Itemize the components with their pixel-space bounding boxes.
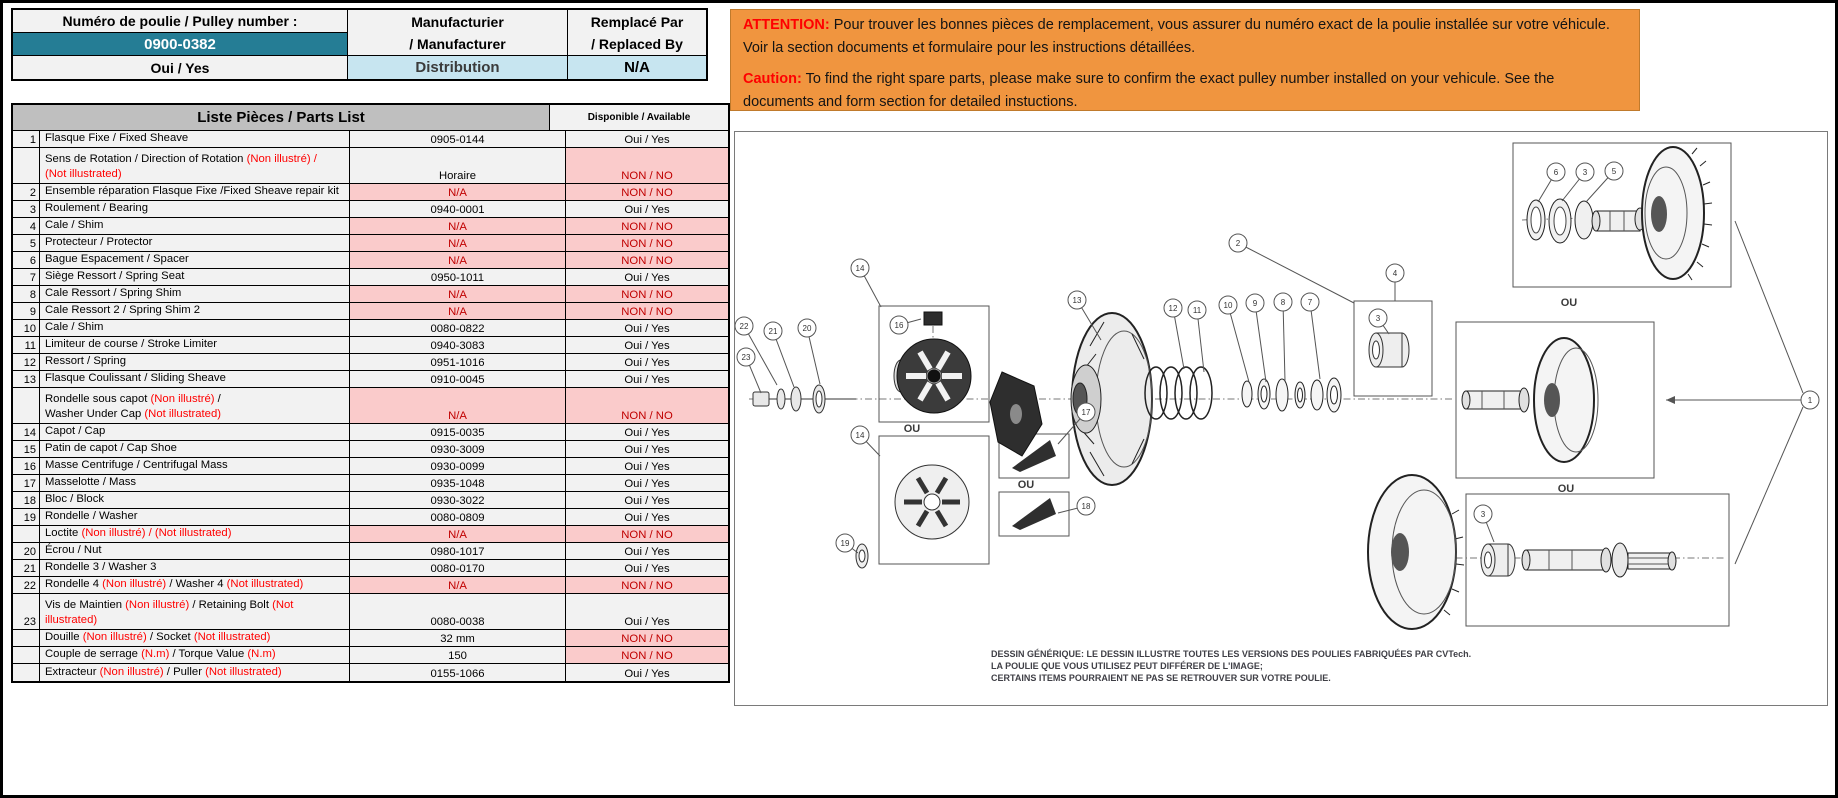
part-number: 0951-1016	[350, 354, 566, 370]
table-row	[13, 131, 728, 148]
svg-text:8: 8	[1280, 298, 1286, 307]
part-description: Vis de Maintien (Non illustré) / Retaining Bolt (Not illustrated)	[40, 594, 350, 629]
row-number	[13, 630, 40, 646]
svg-text:20: 20	[802, 324, 812, 333]
part-description: Bloc / Block	[40, 492, 350, 508]
part-description: Masselotte / Mass	[40, 475, 350, 491]
row-number: 17	[13, 475, 40, 491]
part-description: Couple de serrage (N.m) / Torque Value (N.m)	[40, 647, 350, 663]
shim-washer-row	[1242, 378, 1341, 412]
part-number: 0930-3009	[350, 441, 566, 457]
pulley-diagram-panel	[734, 131, 1828, 706]
caution-text: To find the right spare parts, please make sure to confirm the exact pulley number installed on your vehicule. See the documents and form section for detailed instuctions.	[743, 71, 1555, 110]
part-number: 0980-1017	[350, 543, 566, 559]
part-description: Ressort / Spring	[40, 354, 350, 370]
availability: NON / NO	[566, 577, 728, 593]
part-description: Flasque Coulissant / Sliding Sheave	[40, 371, 350, 387]
table-row	[13, 201, 728, 218]
table-row	[13, 664, 728, 681]
table-row	[13, 647, 728, 664]
attention-label: ATTENTION:	[743, 17, 830, 33]
part-number: 0080-0038	[350, 594, 566, 629]
availability: NON / NO	[566, 286, 728, 302]
availability: Oui / Yes	[624, 461, 670, 473]
svg-text:17: 17	[1081, 408, 1091, 417]
part-description: Loctite (Non illustré) / (Not illustrated)	[40, 526, 350, 542]
part-number: N/A	[350, 577, 566, 593]
part-number: N/A	[350, 235, 566, 251]
part-description: Cale / Shim	[40, 320, 350, 336]
part-number: 0930-0099	[350, 458, 566, 474]
part-description: Écrou / Nut	[40, 543, 350, 559]
availability: Oui / Yes	[624, 357, 670, 369]
availability: NON / NO	[566, 647, 728, 663]
callout-7	[1301, 293, 1320, 379]
table-row	[13, 560, 728, 577]
table-row	[13, 526, 728, 543]
part-number: 0940-0001	[350, 201, 566, 217]
bolt-washers-group	[753, 385, 856, 413]
part-description: Flasque Fixe / Fixed Sheave	[40, 131, 350, 147]
warning-fr	[743, 14, 1627, 60]
part-description: Cale Ressort 2 / Spring Shim 2	[40, 303, 350, 319]
part-description: Ensemble réparation Flasque Fixe /Fixed Sheave repair kit	[40, 184, 350, 200]
table-row	[13, 320, 728, 337]
table-row	[13, 441, 728, 458]
svg-text:1: 1	[1807, 396, 1813, 405]
svg-text:23: 23	[741, 353, 751, 362]
table-row	[13, 388, 728, 424]
part-number: N/A	[350, 286, 566, 302]
table-row	[13, 235, 728, 252]
spring	[1145, 367, 1212, 419]
availability: Oui / Yes	[624, 563, 670, 575]
callout-3	[1562, 163, 1594, 201]
table-row	[13, 594, 728, 630]
availability: NON / NO	[566, 630, 728, 646]
row-number: 22	[13, 577, 40, 593]
table-row	[13, 492, 728, 509]
part-description: Patin de capot / Cap Shoe	[40, 441, 350, 457]
availability: NON / NO	[566, 218, 728, 234]
row-number: 6	[13, 252, 40, 268]
part-number: N/A	[350, 303, 566, 319]
row-number: 16	[13, 458, 40, 474]
ou-label: OU	[1560, 297, 1578, 309]
availability: Oui / Yes	[624, 374, 670, 386]
row-number: 7	[13, 269, 40, 285]
availability: NON / NO	[566, 526, 728, 542]
table-row	[13, 458, 728, 475]
part-description: Masse Centrifuge / Centrifugal Mass	[40, 458, 350, 474]
diagram-svg	[735, 132, 1829, 707]
part-number: 0905-0144	[350, 131, 566, 147]
attention-text: Pour trouver les bonnes pièces de remplacement, vous assurer du numéro exact de la poulie installée sur votre véhicule. Voir la section documents et formulaire pour les instructions détaillées.	[743, 17, 1610, 56]
svg-text:9: 9	[1252, 299, 1258, 308]
svg-text:12: 12	[1168, 304, 1178, 313]
availability: Oui / Yes	[624, 444, 670, 456]
callout-13	[1068, 291, 1101, 340]
availability: Oui / Yes	[624, 204, 670, 216]
warning-box	[730, 9, 1640, 111]
availability: Oui / Yes	[624, 134, 670, 146]
callout-11	[1188, 301, 1206, 372]
part-description: Limiteur de course / Stroke Limiter	[40, 337, 350, 353]
callout-19	[836, 534, 858, 553]
callout-18	[1058, 497, 1095, 515]
row-number: 2	[13, 184, 40, 200]
callout-6	[1538, 163, 1565, 202]
row-number	[13, 388, 40, 423]
part-description: Extracteur (Non illustré) / Puller (Not illustrated)	[40, 664, 350, 681]
parts-rows	[13, 131, 728, 681]
part-description: Cale / Shim	[40, 218, 350, 234]
part-description: Sens de Rotation / Direction of Rotation (Non illustré) / (Not illustrated)	[40, 148, 350, 183]
availability: Oui / Yes	[624, 495, 670, 507]
table-row	[13, 252, 728, 269]
callout-23	[737, 348, 761, 393]
availability: NON / NO	[566, 388, 728, 423]
availability: Oui / Yes	[624, 340, 670, 352]
replaced-by-label	[568, 10, 706, 56]
manufacturer-label-fr: Manufacturier	[411, 13, 504, 30]
availability: NON / NO	[566, 235, 728, 251]
callout-14	[851, 426, 880, 456]
part-description: Capot / Cap	[40, 424, 350, 440]
part-number: 0940-3083	[350, 337, 566, 353]
svg-text:14: 14	[855, 264, 865, 273]
table-row	[13, 269, 728, 286]
warning-en	[743, 68, 1627, 114]
row-number: 8	[13, 286, 40, 302]
availability: Oui / Yes	[624, 546, 670, 558]
availability: Oui / Yes	[624, 512, 670, 524]
callout-3	[1474, 505, 1494, 542]
callout-8	[1274, 293, 1292, 381]
parts-list-table	[11, 103, 730, 683]
table-row	[13, 475, 728, 492]
part-description: Siège Ressort / Spring Seat	[40, 269, 350, 285]
svg-text:5: 5	[1611, 167, 1617, 176]
callout-10	[1219, 296, 1249, 382]
part-description: Protecteur / Protector	[40, 235, 350, 251]
part-number: 0080-0822	[350, 320, 566, 336]
row-number: 15	[13, 441, 40, 457]
part-number: 0155-1066	[350, 664, 566, 681]
svg-text:11: 11	[1192, 306, 1202, 315]
availability: NON / NO	[566, 148, 728, 183]
svg-text:19: 19	[840, 539, 850, 548]
part-number: N/A	[350, 218, 566, 234]
row-number	[13, 526, 40, 542]
callout-20	[798, 319, 820, 384]
part-number: N/A	[350, 184, 566, 200]
pulley-available-value: Oui / Yes	[13, 56, 348, 79]
part-number: 0080-0809	[350, 509, 566, 525]
manufacturer-label	[348, 10, 568, 56]
parts-list-title: Liste Pièces / Parts List	[13, 105, 550, 130]
svg-text:10: 10	[1223, 301, 1233, 310]
table-row	[13, 184, 728, 201]
row-number: 9	[13, 303, 40, 319]
bushing-box	[1354, 301, 1432, 396]
table-row	[13, 337, 728, 354]
callout-3	[1369, 309, 1389, 334]
row-number: 11	[13, 337, 40, 353]
part-description: Bague Espacement / Spacer	[40, 252, 350, 268]
row-number: 23	[13, 594, 40, 629]
svg-text:13: 13	[1072, 296, 1082, 305]
part-description: Rondelle / Washer	[40, 509, 350, 525]
table-row	[13, 354, 728, 371]
fixed-sheave-variant-a	[1513, 143, 1731, 287]
generic-drawing-note-line-3: CERTAINS ITEMS POURRAIENT NE PAS SE RETROUVER SUR VOTRE POULIE.	[991, 673, 1331, 683]
manufacturer-value: Distribution	[348, 56, 568, 79]
row-number: 14	[13, 424, 40, 440]
row-number: 3	[13, 201, 40, 217]
cap-variant-2	[856, 436, 989, 568]
table-row	[13, 543, 728, 560]
part-number: 0915-0035	[350, 424, 566, 440]
part-number: 0080-0170	[350, 560, 566, 576]
row-number: 13	[13, 371, 40, 387]
part-number: 32 mm	[350, 630, 566, 646]
ramp-piece	[990, 372, 1042, 456]
fixed-sheave-variant-c	[1368, 475, 1729, 629]
callout-21	[764, 322, 794, 387]
pulley-number-value: 0900-0382	[13, 33, 348, 56]
part-description: Douille (Non illustré) / Socket (Not illustrated)	[40, 630, 350, 646]
svg-text:3: 3	[1375, 314, 1381, 323]
availability: Oui / Yes	[624, 668, 670, 680]
pulley-header-table	[11, 8, 708, 81]
replaced-by-label-en: / Replaced By	[591, 35, 683, 52]
availability: Oui / Yes	[624, 478, 670, 490]
part-number: 150	[350, 647, 566, 663]
svg-text:16: 16	[894, 321, 904, 330]
availability: NON / NO	[566, 184, 728, 200]
ou-label: OU	[1557, 483, 1575, 495]
manufacturer-label-en: / Manufacturer	[409, 35, 506, 52]
generic-drawing-note-line-1: DESSIN GÉNÉRIQUE: LE DESSIN ILLUSTRE TOUTES LES VERSIONS DES POULIES FABRIQUÉES PAR CVTech.	[991, 649, 1472, 659]
part-description: Roulement / Bearing	[40, 201, 350, 217]
callout-1	[1801, 391, 1819, 409]
row-number	[13, 647, 40, 663]
part-number: Horaire	[350, 148, 566, 183]
svg-text:22: 22	[739, 322, 749, 331]
row-number: 1	[13, 131, 40, 147]
parts-list-header	[13, 105, 728, 131]
available-column-header: Disponible / Available	[587, 112, 691, 123]
caution-label: Caution:	[743, 71, 802, 87]
row-number: 18	[13, 492, 40, 508]
part-description: Rondelle 3 / Washer 3	[40, 560, 350, 576]
svg-text:7: 7	[1307, 298, 1313, 307]
part-number: 0910-0045	[350, 371, 566, 387]
part-number: 0950-1011	[350, 269, 566, 285]
row-number: 21	[13, 560, 40, 576]
part-description: Cale Ressort / Spring Shim	[40, 286, 350, 302]
row-number: 10	[13, 320, 40, 336]
callout-14	[851, 259, 881, 307]
callout-4	[1386, 264, 1404, 301]
svg-text:21: 21	[768, 327, 778, 336]
availability: Oui / Yes	[624, 427, 670, 439]
svg-text:2: 2	[1235, 239, 1241, 248]
svg-text:3: 3	[1480, 510, 1486, 519]
availability: Oui / Yes	[624, 323, 670, 335]
ou-label: OU	[903, 423, 921, 435]
part-number: 0935-1048	[350, 475, 566, 491]
svg-text:14: 14	[855, 431, 865, 440]
replaced-by-value: N/A	[568, 56, 706, 79]
table-row	[13, 148, 728, 184]
table-row	[13, 509, 728, 526]
table-row	[13, 303, 728, 320]
availability: NON / NO	[566, 252, 728, 268]
pulley-number-label: Numéro de poulie / Pulley number :	[13, 10, 348, 33]
part-number: N/A	[350, 252, 566, 268]
replaced-by-label-fr: Remplacé Par	[590, 13, 684, 30]
row-number: 12	[13, 354, 40, 370]
part-description: Rondelle sous capot (Non illustré) / Washer Under Cap (Not illustrated)	[40, 388, 350, 423]
fixed-sheave-variant-b	[1456, 322, 1654, 478]
table-row	[13, 218, 728, 235]
svg-text:18: 18	[1081, 502, 1091, 511]
callout-12	[1164, 299, 1184, 369]
part-number: N/A	[350, 526, 566, 542]
row-number	[13, 148, 40, 183]
row-number: 4	[13, 218, 40, 234]
part-number: N/A	[350, 388, 566, 423]
table-row	[13, 286, 728, 303]
svg-text:4: 4	[1392, 269, 1398, 278]
svg-text:6: 6	[1553, 168, 1559, 177]
table-row	[13, 577, 728, 594]
ou-label: OU	[1017, 479, 1035, 491]
table-row	[13, 371, 728, 388]
sliding-sheave	[1071, 313, 1152, 485]
table-row	[13, 630, 728, 647]
row-number: 20	[13, 543, 40, 559]
availability: Oui / Yes	[624, 272, 670, 284]
row-number: 5	[13, 235, 40, 251]
callout-16	[890, 316, 921, 334]
availability: NON / NO	[566, 303, 728, 319]
svg-text:3: 3	[1582, 168, 1588, 177]
row-number: 19	[13, 509, 40, 525]
callout-9	[1246, 294, 1266, 382]
part-description: Rondelle 4 (Non illustré) / Washer 4 (Not illustrated)	[40, 577, 350, 593]
part-number: 0930-3022	[350, 492, 566, 508]
row-number	[13, 664, 40, 681]
callout-2	[1229, 234, 1354, 303]
table-row	[13, 424, 728, 441]
generic-drawing-note-line-2: LA POULIE QUE VOUS UTILISEZ PEUT DIFFÉRER DE L'IMAGE;	[991, 661, 1263, 671]
availability: Oui / Yes	[624, 616, 670, 628]
